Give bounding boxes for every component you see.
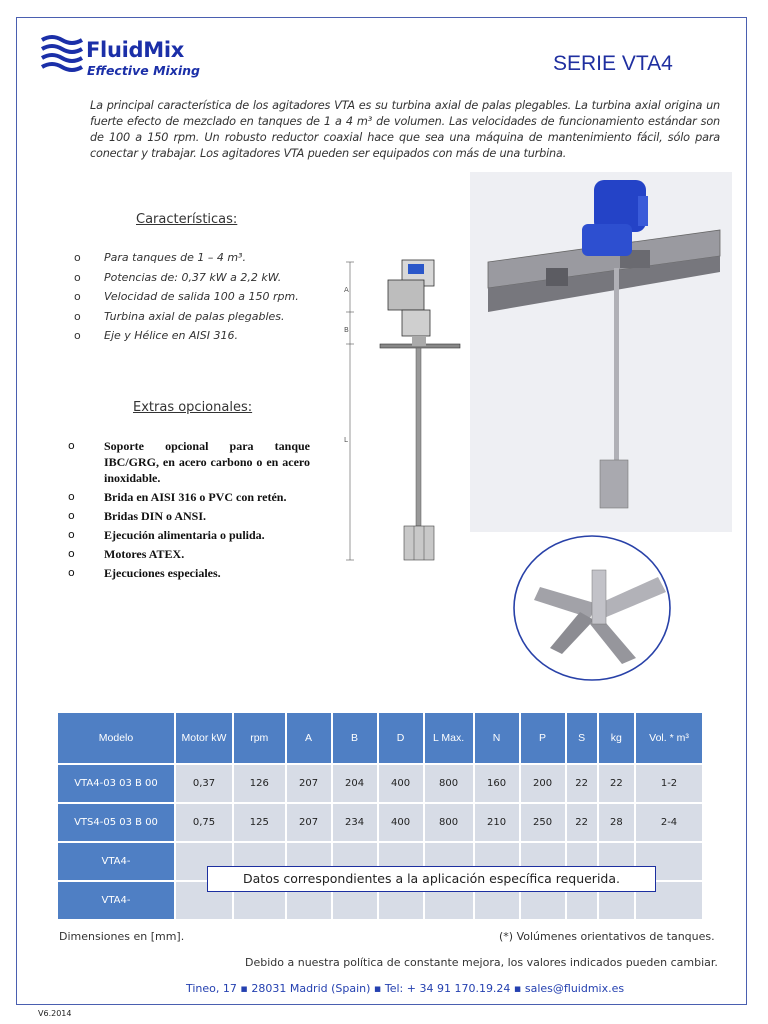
bullet: o <box>68 528 75 541</box>
table-cell: 0,37 <box>175 764 233 803</box>
col-header: Motor kW <box>175 712 233 764</box>
table-cell: 2-4 <box>635 803 703 842</box>
list-item-text: Eje y Hélice en AISI 316. <box>104 329 238 342</box>
table-row <box>57 764 703 803</box>
extras-heading: Extras opcionales: <box>133 400 253 415</box>
table-row <box>57 803 703 842</box>
gearbox-shape <box>388 280 424 310</box>
table-cell: 207 <box>286 764 332 803</box>
table-cell: 800 <box>424 764 474 803</box>
table-cell: 22 <box>566 764 598 803</box>
list-item <box>72 271 299 291</box>
table-cell: 800 <box>424 803 474 842</box>
table-cell: 400 <box>378 803 424 842</box>
table-cell: 125 <box>233 803 286 842</box>
policy-note: Debido a nuestra política de constante mejora, los valores indicados pueden cambiar. <box>245 956 718 969</box>
list-item-text: Bridas DIN o ANSI. <box>104 509 207 523</box>
table-cell: VTA4- <box>57 881 175 920</box>
characteristics-list <box>72 251 299 349</box>
list-item <box>72 310 299 330</box>
col-header: rpm <box>233 712 286 764</box>
dimensions-note: Dimensiones en [mm]. <box>59 930 185 943</box>
wave-logo-icon <box>40 32 84 76</box>
volumes-note: (*) Volúmenes orientativos de tanques. <box>499 930 715 943</box>
col-header: S <box>566 712 598 764</box>
list-item <box>66 565 310 581</box>
col-header: Vol. * m³ <box>635 712 703 764</box>
list-item-text: Potencias de: 0,37 kW a 2,2 kW. <box>104 270 282 284</box>
table-cell: 200 <box>520 764 566 803</box>
characteristics-heading: Características: <box>136 212 238 227</box>
page-title: SERIE VTA4 <box>553 52 673 75</box>
list-item-text: Ejecución alimentaria o pulida. <box>104 528 265 542</box>
bullet: o <box>68 509 75 522</box>
table-cell: 0,75 <box>175 803 233 842</box>
list-item-text: Motores ATEX. <box>104 547 185 561</box>
table-cell: 126 <box>233 764 286 803</box>
list-item <box>66 438 310 486</box>
table-cell: 204 <box>332 764 378 803</box>
col-header: P <box>520 712 566 764</box>
table-cell: 250 <box>520 803 566 842</box>
shaft-shape <box>416 348 421 526</box>
table-cell: 234 <box>332 803 378 842</box>
bullet: o <box>68 439 75 452</box>
col-header: L Max. <box>424 712 474 764</box>
table-cell: VTA4-03 03 B 00 <box>57 764 175 803</box>
list-item <box>66 489 310 505</box>
list-item <box>66 527 310 543</box>
impeller-shape <box>404 526 434 560</box>
table-header-row <box>57 712 703 764</box>
table-cell: VTA4- <box>57 842 175 881</box>
dim-a-label: A <box>344 286 349 294</box>
list-item-text: Para tanques de 1 – 4 m³. <box>104 251 246 264</box>
version-label: V6.2014 <box>38 1009 72 1018</box>
list-item-text: Brida en AISI 316 o PVC con retén. <box>104 490 287 504</box>
shaft-render <box>614 268 619 468</box>
brand-logo <box>40 32 220 82</box>
list-item <box>72 290 299 310</box>
col-header: Modelo <box>57 712 175 764</box>
intro-paragraph: La principal característica de los agitadores VTA es su turbina axial de palas plegables. La turbina axial origina un fuerte efecto de mezclado en tanques de 1 a 4 m³ de volumen. Las velocidades de funcionamiento estándar son de 100 a 150 rpm. Un robusto reductor coaxial hace que sea una máquina de mantenimiento fácil, sólo para conectar y trabajar. Los agitadores VTA pueden ser equipados con más de una turbina. <box>90 99 720 160</box>
col-header: A <box>286 712 332 764</box>
bullet: o <box>74 290 81 303</box>
bullet: o <box>68 547 75 560</box>
list-item <box>72 329 299 349</box>
list-item-text: Velocidad de salida 100 a 150 rpm. <box>104 290 299 303</box>
application-note: Datos correspondientes a la aplicación específica requerida. <box>207 866 656 892</box>
dim-b-label: B <box>344 326 349 334</box>
motor-badge <box>408 264 424 274</box>
product-image <box>470 172 732 692</box>
list-item <box>72 251 299 271</box>
col-header: D <box>378 712 424 764</box>
bullet: o <box>74 329 81 342</box>
table-cell: 22 <box>566 803 598 842</box>
col-header: N <box>474 712 520 764</box>
brand-tagline: Effective Mixing <box>87 63 200 78</box>
table-cell: 210 <box>474 803 520 842</box>
table-cell: 400 <box>378 764 424 803</box>
table-cell: 160 <box>474 764 520 803</box>
list-item-text: Ejecuciones especiales. <box>104 566 221 580</box>
bullet: o <box>68 490 75 503</box>
table-cell: 1-2 <box>635 764 703 803</box>
impeller-render <box>534 570 666 664</box>
table-cell: 28 <box>598 803 635 842</box>
list-item-text: Turbina axial de palas plegables. <box>104 309 285 323</box>
brand-name: FluidMix <box>86 38 184 62</box>
col-header: B <box>332 712 378 764</box>
list-item <box>66 546 310 562</box>
table-cell: 22 <box>598 764 635 803</box>
table-cell: 207 <box>286 803 332 842</box>
bullet: o <box>74 309 81 323</box>
bullet: o <box>68 566 75 579</box>
col-header: kg <box>598 712 635 764</box>
list-item-text: Soporte opcional para tanque IBC/GRG, en acero carbono o en acero inoxidable. <box>104 439 310 485</box>
extras-list <box>66 438 310 584</box>
bullet: o <box>74 270 81 284</box>
dim-l-label: L <box>344 436 348 444</box>
list-item <box>66 508 310 524</box>
contact-address: Tineo, 17 ▪ 28031 Madrid (Spain) ▪ Tel: + 34 91 170.19.24 ▪ sales@fluidmix.es <box>186 982 625 995</box>
table-cell: VTS4-05 03 B 00 <box>57 803 175 842</box>
bullet: o <box>74 251 81 264</box>
